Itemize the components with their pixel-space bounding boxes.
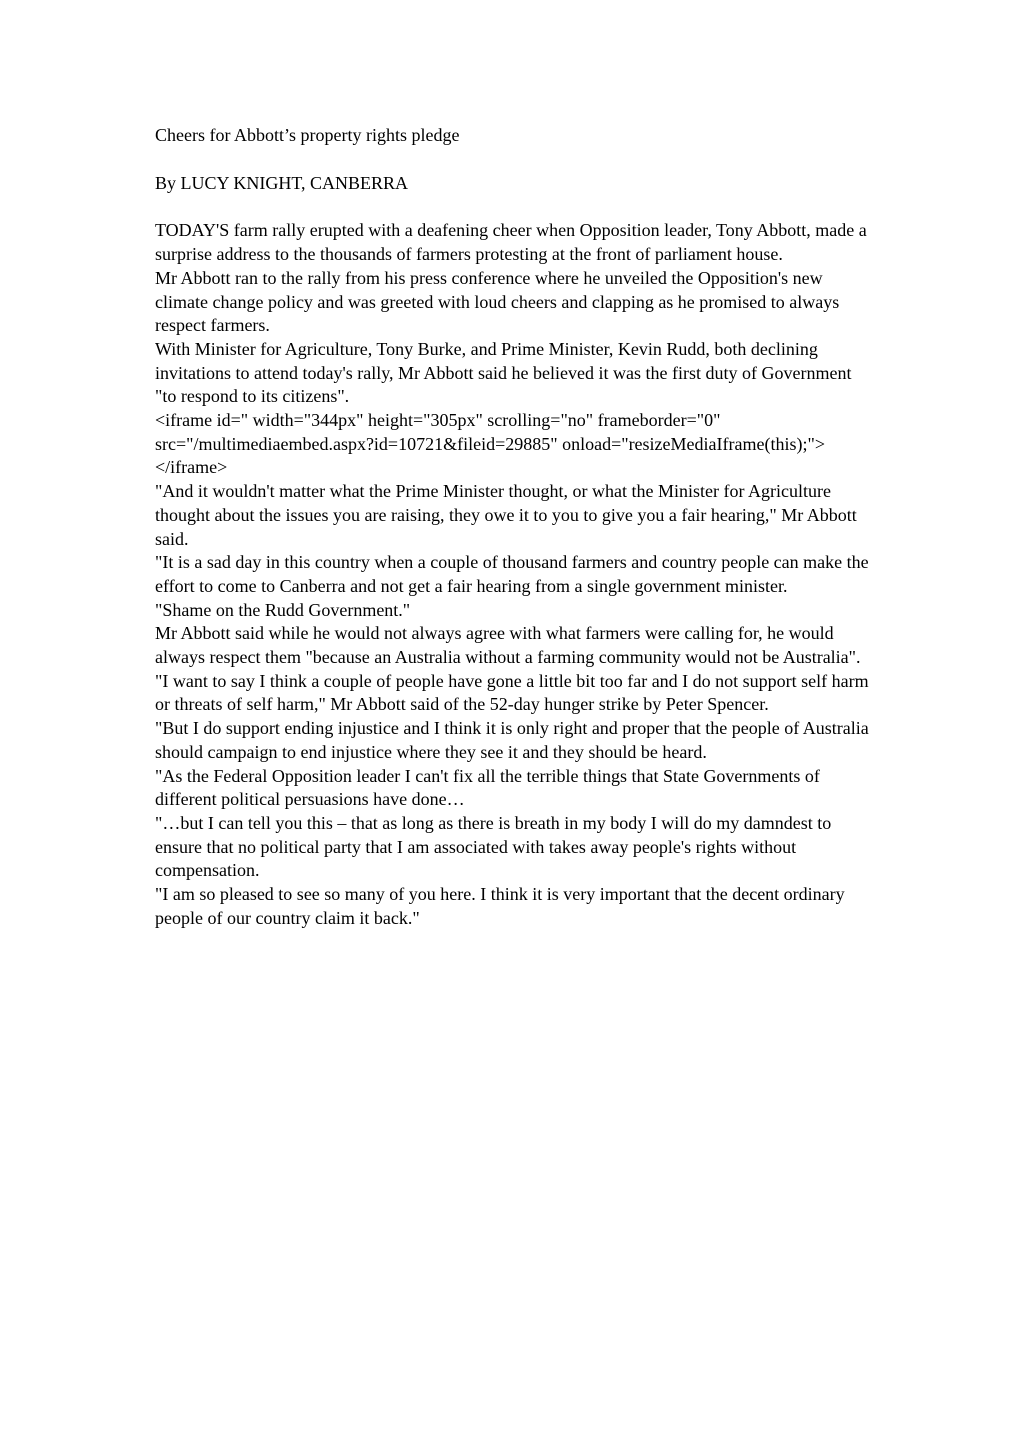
- embed-code-text: <iframe id=" width="344px" height="305px" scrolling="no" frameborder="0" src="/multimediaembed.aspx?id=10721&fileid=29885" onload="resizeMediaIframe(this);"></iframe>: [155, 410, 825, 478]
- article-paragraph: "…but I can tell you this – that as long as there is breath in my body I will do my damndest to ensure that no political party that I am associated with takes away people's rights without compensation.: [155, 812, 832, 881]
- article-headline: Cheers for Abbott’s property rights pledge: [155, 125, 460, 145]
- article-paragraph: With Minister for Agriculture, Tony Burke, and Prime Minister, Kevin Rudd, both declining invitations to attend today's rally, Mr Abbott said he believed it was the first duty of Government "to respond to its citizens".: [155, 338, 852, 407]
- article-paragraph: "But I do support ending injustice and I think it is only right and proper that the people of Australia should campaign to end injustice where they see it and they should be heard.: [155, 718, 869, 762]
- article-paragraph: "And it wouldn't matter what the Prime Minister thought, or what the Minister for Agriculture thought about the issues you are raising, they owe it to you to give you a fair hearing," Mr Abbott said.: [155, 481, 857, 549]
- article-paragraph: Mr Abbott ran to the rally from his press conference where he unveiled the Opposition's new climate change policy and was greeted with loud cheers and clapping as he promised to always respect farmers.: [155, 267, 840, 336]
- article-paragraph: "Shame on the Rudd Government.": [155, 599, 411, 620]
- article-byline: By LUCY KNIGHT, CANBERRA: [155, 172, 409, 193]
- article-paragraph: "It is a sad day in this country when a couple of thousand farmers and country people can make the effort to come to Canberra and not get a fair hearing from a single government minister.: [155, 552, 869, 596]
- article-paragraph: Mr Abbott said while he would not always agree with what farmers were calling for, he would always respect them "because an Australia without a farming community would not be Australia".: [155, 623, 861, 668]
- article-paragraph: "As the Federal Opposition leader I can't fix all the terrible things that State Governments of different political persuasions have done…: [155, 765, 820, 810]
- article-paragraph: TODAY'S farm rally erupted with a deafening cheer when Opposition leader, Tony Abbott, made a surprise address to the thousands of farmers protesting at the front of parliament house.: [155, 220, 867, 265]
- article-paragraph: "I am so pleased to see so many of you here. I think it is very important that the decent ordinary people of our country claim it back.": [155, 884, 845, 928]
- article-page: [155, 124, 875, 931]
- article-paragraph: "I want to say I think a couple of people have gone a little bit too far and I do not support self harm or threats of self harm," Mr Abbott said of the 52-day hunger strike by Peter Spencer.: [155, 670, 869, 715]
- article-body: [155, 219, 875, 930]
